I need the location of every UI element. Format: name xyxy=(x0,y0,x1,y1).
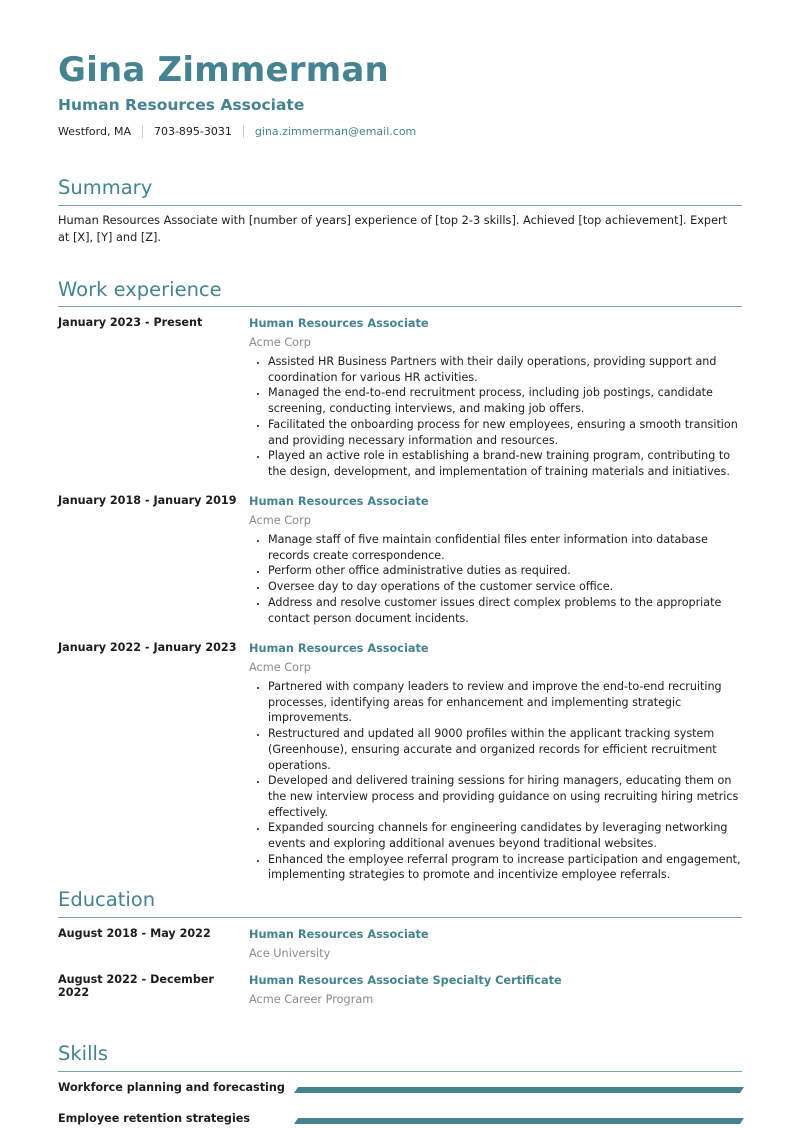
candidate-title: Human Resources Associate xyxy=(58,96,305,114)
experience-role: Human Resources Associate xyxy=(249,495,429,508)
skill-name: Workforce planning and forecasting xyxy=(58,1081,285,1094)
experience-company: Acme Corp xyxy=(249,661,311,674)
contact-info xyxy=(58,125,416,138)
phone-text: 703-895-3031 xyxy=(153,125,232,138)
skill-name: Employee retention strategies xyxy=(58,1112,251,1125)
experience-bullets xyxy=(249,532,747,626)
experience-bullet: • Enhanced the employee referral program to increase participation and engagement, implementing strategies to promote and incentivize employee referrals. xyxy=(268,852,747,883)
skills-heading: Skills xyxy=(58,1042,109,1065)
section-divider xyxy=(58,306,742,307)
candidate-name: Gina Zimmerman xyxy=(58,50,389,90)
experience-heading: Work experience xyxy=(58,278,222,301)
section-divider xyxy=(58,205,742,206)
experience-dates: January 2018 - January 2019 xyxy=(58,494,237,507)
experience-role: Human Resources Associate xyxy=(249,642,429,655)
experience-bullet: • Perform other office administrative duties as required. xyxy=(268,563,747,579)
education-degree: Human Resources Associate Specialty Certificate xyxy=(249,974,562,987)
education-details xyxy=(249,973,747,1008)
education-dates: August 2018 - May 2022 xyxy=(58,927,211,940)
experience-bullet: • Played an active role in establishing a brand-new training program, contributing to the design, development, and implementation of training materials and initiatives. xyxy=(268,448,747,479)
experience-details xyxy=(249,316,747,480)
experience-bullet: • Partnered with company leaders to review and improve the end-to-end recruiting processes, identifying areas for enhancement and implementing strategic improvements. xyxy=(268,679,747,726)
education-school: Acme Career Program xyxy=(249,993,374,1006)
skill-level-fill xyxy=(294,1087,744,1093)
skill-row xyxy=(58,1080,748,1096)
location-text: Westford, MA xyxy=(58,125,131,138)
experience-details xyxy=(249,641,747,883)
experience-bullets xyxy=(249,679,747,883)
experience-bullet: • Developed and delivered training sessions for hiring managers, educating them on the new interview process and providing guidance on using recruiting hiring metrics effectively. xyxy=(268,773,747,820)
section-divider xyxy=(58,1071,742,1072)
experience-bullet: • Facilitated the onboarding process for new employees, ensuring a smooth transition and providing necessary information and resources. xyxy=(268,417,747,448)
skill-row xyxy=(58,1111,748,1127)
experience-bullet: • Oversee day to day operations of the customer service office. xyxy=(268,579,747,595)
summary-heading: Summary xyxy=(58,176,153,199)
education-heading: Education xyxy=(58,888,156,911)
experience-bullet: • Assisted HR Business Partners with their daily operations, providing support and coordination for various HR activities. xyxy=(268,354,747,385)
experience-bullet: • Managed the end-to-end recruitment process, including job postings, candidate screening, conducting interviews, and making job offers. xyxy=(268,385,747,416)
email-link[interactable]: gina.zimmerman@email.com xyxy=(254,125,417,138)
experience-dates: January 2022 - January 2023 xyxy=(58,641,237,654)
education-degree: Human Resources Associate xyxy=(249,928,429,941)
skill-level-fill xyxy=(294,1118,744,1124)
experience-bullet: • Restructured and updated all 9000 profiles within the applicant tracking system (Greenhouse), ensuring accurate and organized records for efficient recruitment operations. xyxy=(268,726,747,773)
education-school: Ace University xyxy=(249,947,331,960)
contact-divider xyxy=(243,125,244,138)
experience-bullet: • Expanded sourcing channels for engineering candidates by leveraging networking events and exploring additional avenues beyond traditional websites. xyxy=(268,820,747,851)
experience-company: Acme Corp xyxy=(249,336,311,349)
education-dates: August 2022 - December 2022 xyxy=(58,973,214,999)
skill-level-bar xyxy=(294,1118,744,1124)
experience-dates: January 2023 - Present xyxy=(58,316,203,329)
experience-company: Acme Corp xyxy=(249,514,311,527)
education-details xyxy=(249,927,747,962)
summary-text: Human Resources Associate with [number of years] experience of [top 2-3 skills]. Achieved [top achievement]. Expert at [X], [Y] and [Z]. xyxy=(58,214,728,244)
section-divider xyxy=(58,917,742,918)
skill-level-bar xyxy=(294,1087,744,1093)
experience-bullets xyxy=(249,354,747,480)
experience-bullet: • Manage staff of five maintain confidential files enter information into database records create correspondence. xyxy=(268,532,747,563)
experience-bullet: • Address and resolve customer issues direct complex problems to the appropriate contact person document incidents. xyxy=(268,595,747,626)
experience-role: Human Resources Associate xyxy=(249,317,429,330)
contact-divider xyxy=(142,125,143,138)
experience-details xyxy=(249,494,747,626)
